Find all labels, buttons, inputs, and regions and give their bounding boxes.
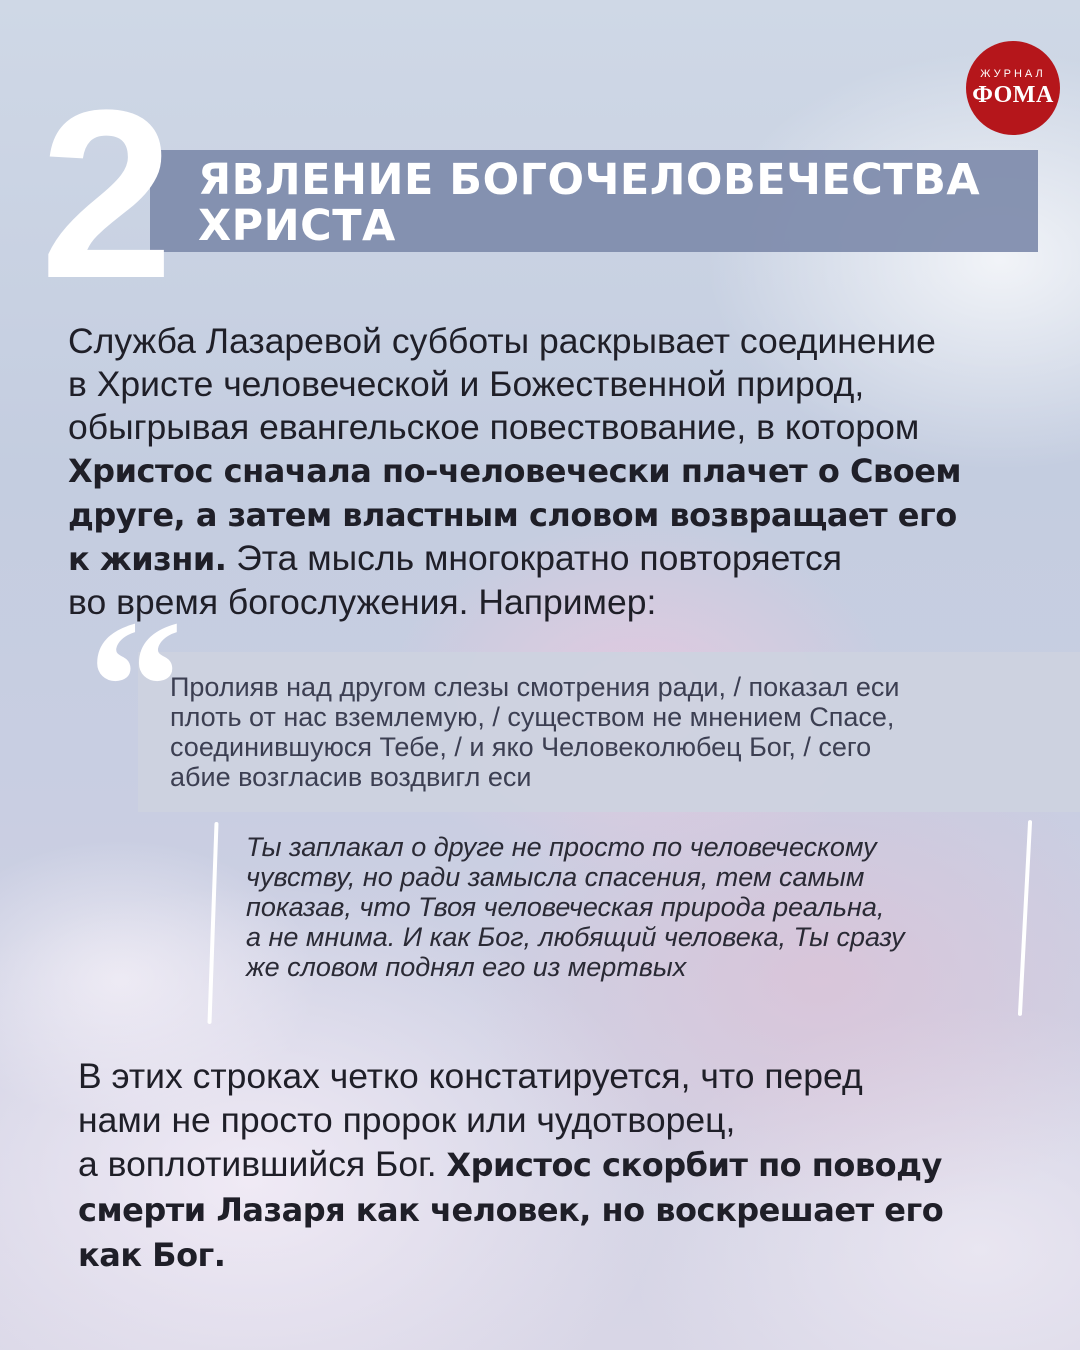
liturgical-quote bbox=[170, 672, 1060, 792]
section-title bbox=[198, 157, 1038, 249]
quote-line: абие возгласив воздвигл еси bbox=[170, 762, 532, 792]
conclusion-paragraph bbox=[78, 1054, 1068, 1277]
conclusion-bold-line: Христос скорбит по поводу bbox=[446, 1146, 942, 1184]
quote-line: соединившуюся Тебе, / и яко Человеколюбец Бог, / сего bbox=[170, 732, 872, 762]
translation-line: а не мнима. И как Бог, любящий человека, Ты сразу bbox=[246, 922, 905, 952]
quote-translation bbox=[246, 832, 1036, 982]
intro-bold-line: друге, а затем властным словом возвращает его bbox=[68, 496, 957, 534]
conclusion-line: а воплотившийся Бог. bbox=[78, 1144, 447, 1184]
quote-line: Пролияв над другом слезы смотрения ради, / показал еси bbox=[170, 672, 900, 702]
foma-logo bbox=[966, 41, 1060, 135]
intro-paragraph bbox=[68, 320, 1068, 624]
intro-bold-line: к жизни. bbox=[68, 540, 227, 578]
intro-line: Эта мысль многократно повторяется bbox=[226, 538, 842, 578]
section-title-line-1: ЯВЛЕНИЕ БОГОЧЕЛОВЕЧЕСТВА bbox=[198, 155, 981, 205]
intro-line: во время богослужения. Например: bbox=[68, 582, 657, 622]
conclusion-line: В этих строках четко констатируется, что перед bbox=[78, 1056, 863, 1096]
conclusion-bold-line: смерти Лазаря как человек, но воскрешает его bbox=[78, 1191, 944, 1229]
quote-line: плоть от нас вземлемую, / существом не мнением Спасе, bbox=[170, 702, 895, 732]
logo-main-text: ФОМА bbox=[972, 81, 1054, 108]
conclusion-line: нами не просто пророк или чудотворец, bbox=[78, 1100, 736, 1140]
intro-line: Служба Лазаревой субботы раскрывает соединение bbox=[68, 321, 936, 361]
translation-line: показав, что Твоя человеческая природа реальна, bbox=[246, 892, 885, 922]
translation-line: же словом поднял его из мертвых bbox=[246, 952, 687, 982]
intro-line: в Христе человеческой и Божественной природ, bbox=[68, 364, 865, 404]
conclusion-bold-line: как Бог. bbox=[78, 1236, 226, 1274]
intro-line: обыгрывая евангельское повествование, в котором bbox=[68, 407, 920, 447]
section-title-line-2: ХРИСТА bbox=[198, 201, 396, 251]
section-number: 2 bbox=[40, 60, 168, 328]
translation-line: чувству, но ради замысла спасения, тем самым bbox=[246, 862, 865, 892]
logo-top-text: ЖУРНАЛ bbox=[980, 67, 1046, 80]
intro-bold-line: Христос сначала по-человечески плачет о Своем bbox=[68, 452, 962, 490]
translation-line: Ты заплакал о друге не просто по человеческому bbox=[246, 832, 877, 862]
left-bracket-stroke bbox=[207, 822, 218, 1024]
quote-mark-icon: “ bbox=[88, 582, 183, 792]
